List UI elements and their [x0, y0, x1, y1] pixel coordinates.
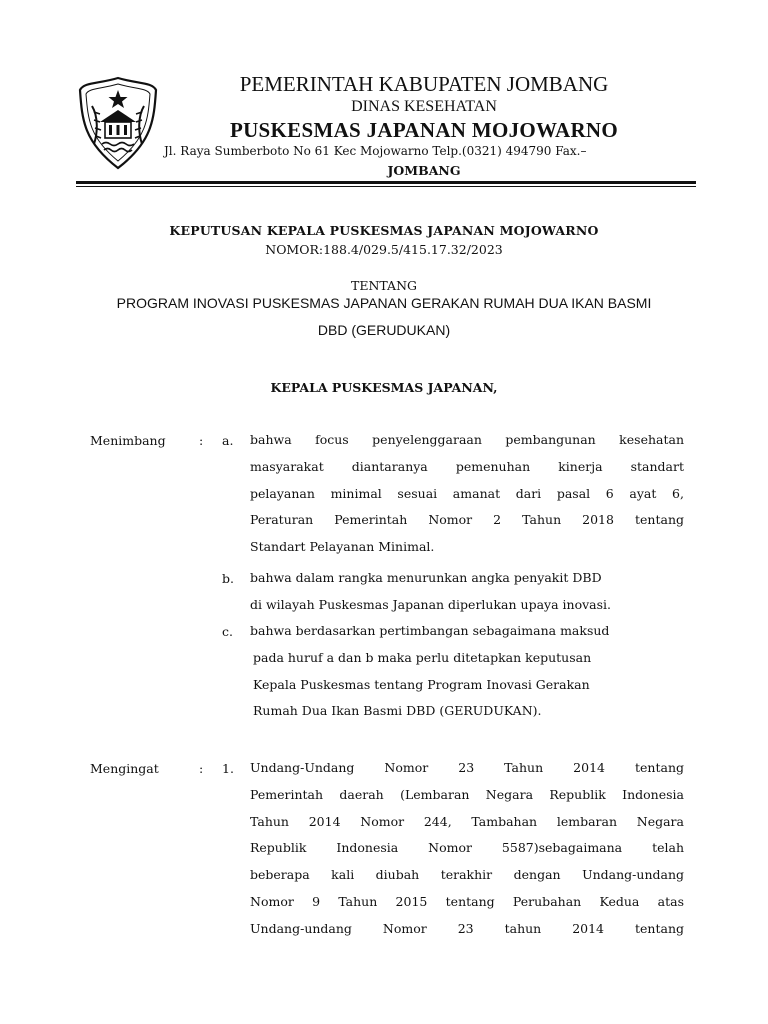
item-line: beberapa kali diubah terakhir dengan Undang-undang: [250, 867, 684, 883]
item-line: Standart Pelayanan Minimal.: [250, 539, 435, 555]
item-line: Nomor 9 Tahun 2015 tentang Perubahan Kedua atas: [250, 893, 684, 909]
department-name: DINAS KESEHATAN: [351, 98, 497, 115]
item-line: Pemerintah daerah (Lembaran Negara Republik Indonesia: [250, 786, 684, 802]
item-line: masyarakat diantaranya pemenuhan kinerja standart: [250, 458, 684, 474]
item-marker: 1.: [222, 761, 234, 776]
decree-issuer: KEPALA PUSKESMAS JAPANAN,: [270, 380, 498, 395]
item-marker: a.: [222, 433, 234, 448]
list-item-menimbang-b: [250, 565, 684, 619]
item-line: Kepala Puskesmas tentang Program Inovasi Gerakan: [253, 676, 590, 692]
list-item-menimbang-c: [250, 618, 684, 725]
item-line: di wilayah Puskesmas Japanan diperlukan upaya inovasi.: [250, 596, 611, 612]
decree-number: NOMOR:188.4/029.5/415.17.32/2023: [265, 242, 503, 257]
government-name: PEMERINTAH KABUPATEN JOMBANG: [239, 72, 609, 96]
item-line: bahwa dalam rangka menurunkan angka penyakit DBD: [250, 570, 602, 585]
item-line: pada huruf a dan b maka perlu ditetapkan keputusan: [253, 649, 592, 665]
decree-about: TENTANG: [350, 278, 417, 293]
letterhead-divider-thick: [76, 181, 696, 184]
item-line: Undang-undang Nomor 23 tahun 2014 tentang: [250, 920, 684, 936]
institution-address: Jl. Raya Sumberboto No 61 Kec Mojowarno Telp.(0321) 494790 Fax.–: [164, 144, 587, 158]
section-label-menimbang: Menimbang: [90, 433, 166, 448]
section-colon: :: [199, 433, 204, 448]
item-line: pelayanan minimal sesuai amanat dari pasal 6 ayat 6,: [250, 485, 684, 501]
item-line: Peraturan Pemerintah Nomor 2 Tahun 2018 tentang: [250, 512, 684, 528]
section-label-mengingat: Mengingat: [90, 761, 159, 776]
decree-subject-line-2: DBD (GERUDUKAN): [317, 322, 451, 338]
item-line: bahwa focus penyelenggaraan pembangunan kesehatan: [250, 432, 684, 447]
list-item-menimbang-a: [250, 427, 684, 561]
item-line: Republik Indonesia Nomor 5587)sebagaimana telah: [250, 840, 684, 856]
item-line: Undang-Undang Nomor 23 Tahun 2014 tentang: [250, 760, 684, 775]
item-marker: b.: [222, 571, 234, 586]
institution-city: JOMBANG: [387, 163, 461, 178]
institution-name: PUSKESMAS JAPANAN MOJOWARNO: [229, 118, 619, 142]
item-line: bahwa berdasarkan pertimbangan sebagaimana maksud: [250, 623, 610, 638]
decree-subject-line-1: PROGRAM INOVASI PUSKESMAS JAPANAN GERAKAN RUMAH DUA IKAN BASMI: [116, 295, 652, 311]
section-colon: :: [199, 761, 204, 776]
letterhead-divider-thin: [76, 186, 696, 187]
list-item-mengingat-1: [250, 755, 684, 943]
decree-title: KEPUTUSAN KEPALA PUSKESMAS JAPANAN MOJOWARNO: [169, 223, 599, 238]
item-marker: c.: [222, 624, 233, 639]
item-line: Tahun 2014 Nomor 244, Tambahan lembaran Negara: [250, 813, 684, 829]
item-line: Rumah Dua Ikan Basmi DBD (GERUDUKAN).: [253, 703, 542, 719]
